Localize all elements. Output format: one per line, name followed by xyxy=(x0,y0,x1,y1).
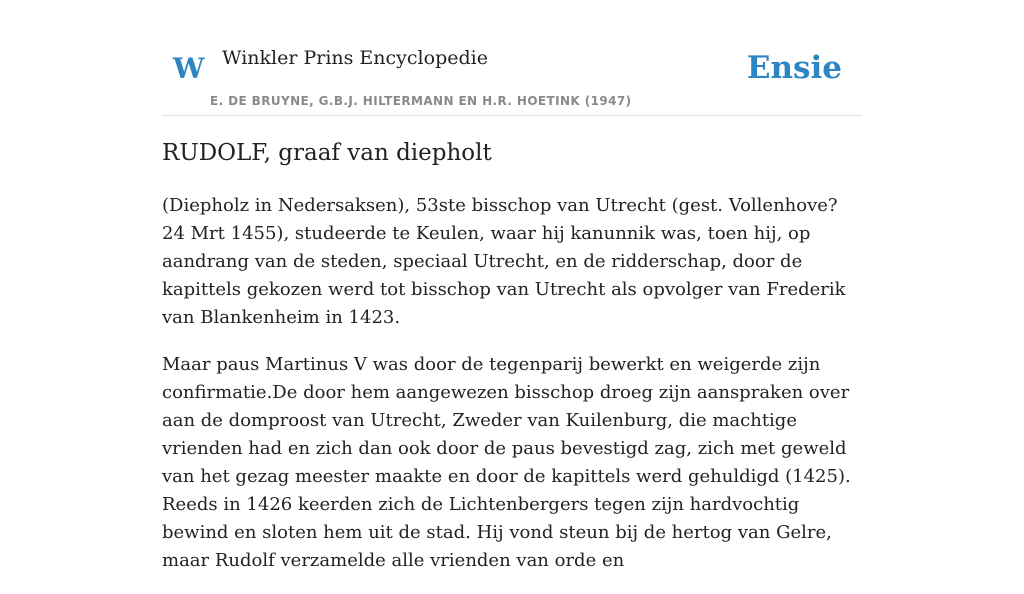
header xyxy=(162,40,862,116)
source-authors: E. DE BRUYNE, G.B.J. HILTERMANN EN H.R. HOETINK (1947) xyxy=(210,94,632,108)
ensie-logo[interactable]: Ensie xyxy=(746,50,842,86)
source-title[interactable]: Winkler Prins Encyclopedie xyxy=(222,47,488,69)
article-paragraph: Maar paus Martinus V was door de tegenparij bewerkt en weigerde zijn confirmatie.De door hem aangewezen bisschop droeg zijn aanspraken over aan de domproost van Utrecht, Zweder van Kuilenburg, die machtige vrienden had en zich dan ook door de paus bevestigd zag, zich met geweld van het gezag meester maakte en door de kapittels werd gehuldigd (1425). Reeds in 1426 keerden zich de Lichtenbergers tegen zijn hardvochtig bewind en sloten hem uit de stad. Hij vond steun bij de hertog van Gelre, maar Rudolf verzamelde alle vrienden van orde en xyxy=(162,354,851,571)
article-title: RUDOLF, graaf van diepholt xyxy=(162,140,492,166)
winkler-prins-logo-icon[interactable]: W xyxy=(173,52,205,85)
article-body xyxy=(162,192,862,594)
article-paragraph: (Diepholz in Nedersaksen), 53ste bisschop van Utrecht (gest. Vollenhove? 24 Mrt 1455), studeerde te Keulen, waar hij kanunnik was, toen hij, op aandrang van de steden, speciaal Utrecht, en de ridderschap, door de kapittels gekozen werd tot bisschop van Utrecht als opvolger van Frederik van Blankenheim in 1423. xyxy=(162,195,846,328)
